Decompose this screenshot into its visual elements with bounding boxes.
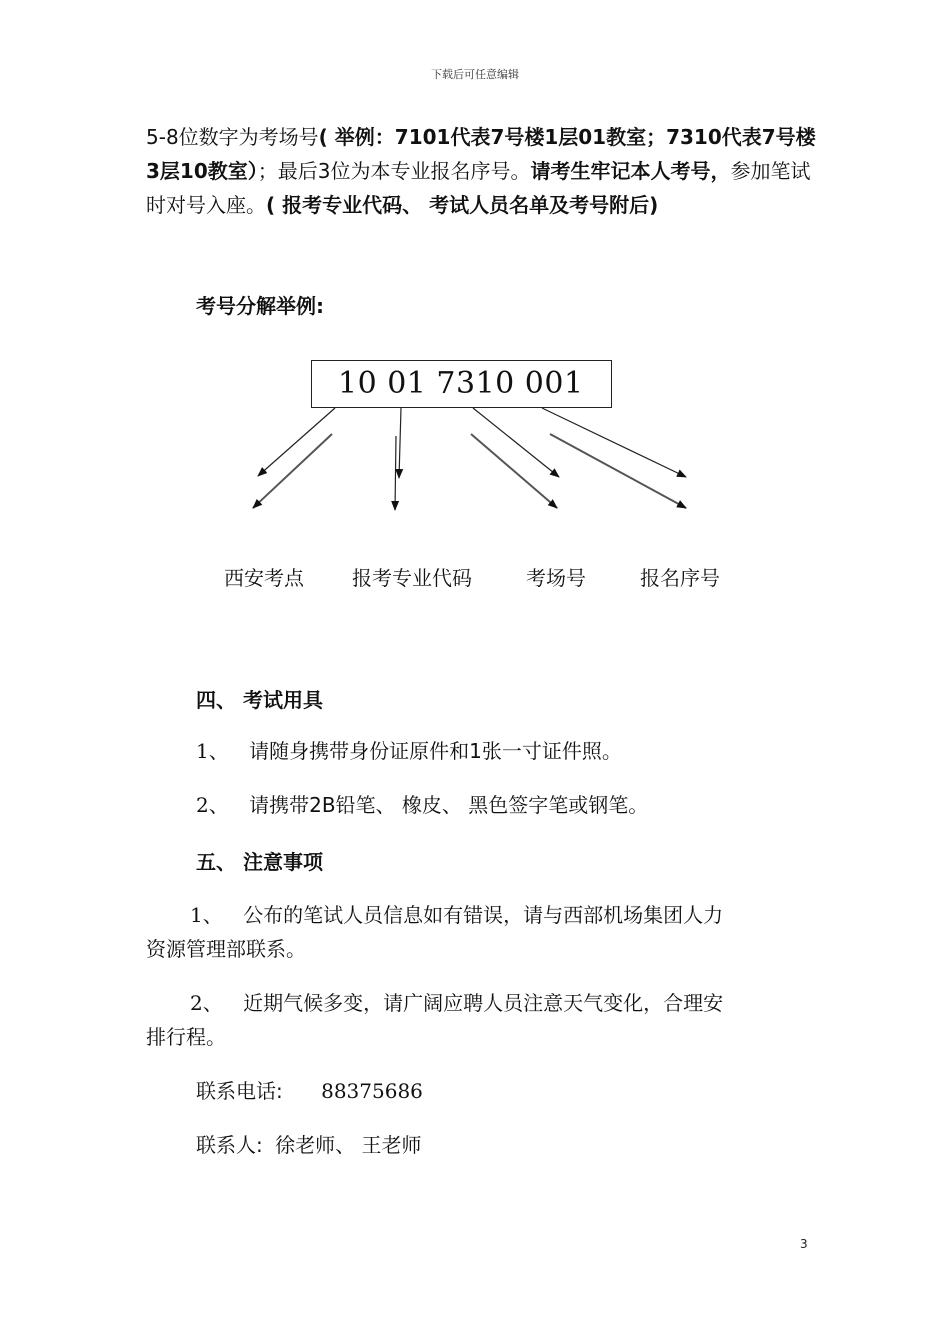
example-heading: 考号分解举例: <box>196 294 324 318</box>
intro-text-b: ；最后3位为本专业报名序号。 <box>257 159 531 183</box>
label-room-number: 考场号 <box>526 566 586 590</box>
arrow-3b <box>471 434 557 508</box>
section5-heading: 五、 注意事项 <box>196 850 323 874</box>
arrow-2b <box>395 436 396 510</box>
phone-label: 联系电话: <box>196 1079 283 1103</box>
page-number: 3 <box>800 1237 808 1251</box>
section4-item-2 <box>196 790 648 820</box>
item-text: 近期气候多变，请广阔应聘人员注意天气变化，合理安 <box>243 991 724 1015</box>
arrow-2a <box>399 408 401 478</box>
intro-example-text: ( 举例：7101代表7号楼1层01教室；7310代表7号楼3层10教室） <box>146 125 816 183</box>
section4-item-1 <box>196 736 622 766</box>
label-major-code: 报考专业代码 <box>352 566 472 590</box>
arrow-diagram <box>0 0 950 560</box>
item-number: 1、 <box>196 739 229 763</box>
item-number: 2、 <box>196 793 229 817</box>
arrow-3a <box>473 408 559 477</box>
arrow-4b <box>550 434 686 508</box>
section5-item-2-line2: 排行程。 <box>146 1025 226 1049</box>
section5-item-1-line2: 资源管理部联系。 <box>146 937 306 961</box>
contact-phone-row <box>196 1076 423 1106</box>
section5-item-1-line1 <box>190 900 723 930</box>
item-text: 公布的笔试人员信息如有错误，请与西部机场集团人力 <box>243 903 724 927</box>
phone-number: 88375686 <box>321 1079 423 1103</box>
exam-number-box: 10 01 7310 001 <box>311 360 612 408</box>
section4-heading: 四、 考试用具 <box>196 688 323 712</box>
page-header: 下载后可任意编辑 <box>431 68 519 81</box>
intro-text-c: 参加笔试时对号入座。 <box>146 159 811 217</box>
label-exam-site: 西安考点 <box>224 566 304 590</box>
intro-reminder-text: 请考生牢记本人考号， <box>530 159 731 183</box>
contact-person-row <box>196 1130 421 1160</box>
person-names: 徐老师、 王老师 <box>275 1133 422 1157</box>
item-text: 请随身携带身份证原件和1张一寸证件照。 <box>249 739 622 763</box>
section5-item-2-line1 <box>190 988 723 1018</box>
intro-appendix-text: ( 报考专业代码、 考试人员名单及考号附后) <box>266 193 659 217</box>
intro-text-a: 5-8位数字为考场号 <box>146 125 319 149</box>
item-text: 请携带2B铅笔、 橡皮、 黑色签字笔或钢笔。 <box>249 793 649 817</box>
item-number: 2、 <box>190 991 223 1015</box>
person-label: 联系人: <box>196 1133 263 1157</box>
item-number: 1、 <box>190 903 223 927</box>
label-registration-seq: 报名序号 <box>640 566 720 590</box>
